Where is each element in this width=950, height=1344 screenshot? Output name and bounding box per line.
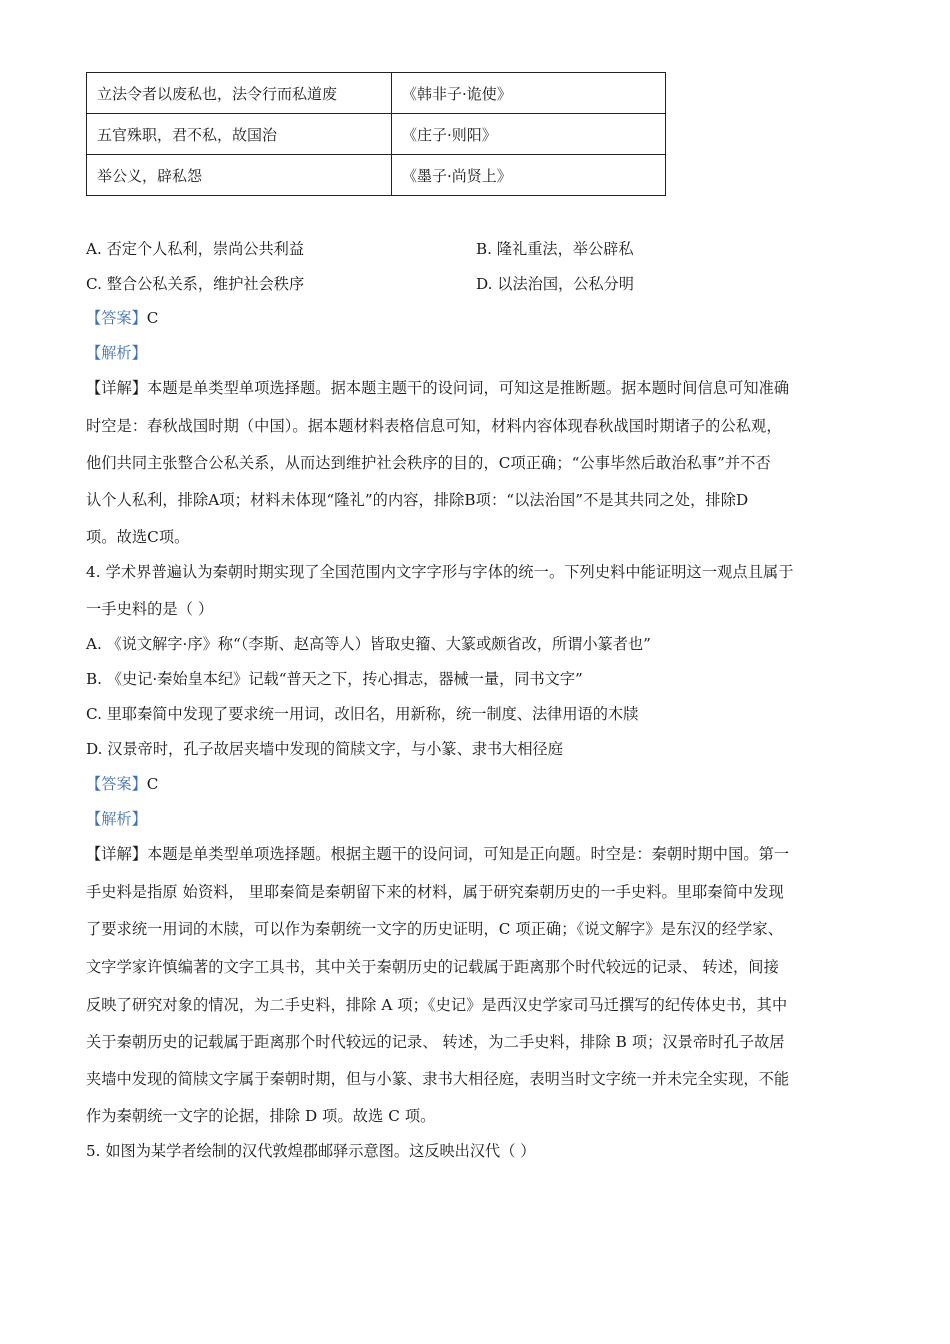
q4-detail-line: 关于秦朝历史的记载属于距离那个时代较远的记录、 转述，为二手史料，排除 B 项；汉景帝时孔子故居 (86, 1033, 785, 1051)
table-row (87, 73, 666, 114)
source-table (86, 72, 666, 196)
q4-stem-line: 一手史料的是（ ） (86, 600, 214, 618)
q3-detail-line: 【详解】本题是单类型单项选择题。据本题主题干的设问词，可知这是推断题。据本题时间信息可知准确 (86, 379, 790, 397)
q3-option-d: D. 以法治国，公私分明 (476, 275, 634, 293)
table-row (87, 114, 666, 155)
q4-answer-line (86, 774, 158, 794)
table-cell-text: 立法令者以废私也，法令行而私道废 (87, 73, 392, 114)
q4-option-c: C. 里耶秦简中发现了要求统一用词，改旧名，用新称，统一制度、法律用语的木牍 (86, 705, 639, 723)
table-row (87, 155, 666, 196)
table-cell-text: 五官殊职，君不私，故国治 (87, 114, 392, 155)
answer-tag: 【答案】 (86, 309, 147, 327)
q4-detail-line: 了要求统一用词的木牍，可以作为秦朝统一文字的历史证明，C 项正确；《说文解字》是东汉的经学家、 (86, 920, 783, 938)
table-cell-source: 《墨子·尚贤上》 (392, 155, 666, 196)
q4-option-b: B. 《史记·秦始皇本纪》记载“普天之下，抟心揖志，器械一量，同书文字” (86, 670, 583, 688)
q4-detail-line: 作为秦朝统一文字的论据，排除 D 项。故选 C 项。 (86, 1107, 436, 1125)
q5-stem: 5. 如图为某学者绘制的汉代敦煌郡邮驿示意图。这反映出汉代（ ） (86, 1142, 536, 1160)
q4-detail-line: 文字学家许慎编著的文字工具书，其中关于秦朝历史的记载属于距离那个时代较远的记录、 转述，间接 (86, 958, 779, 976)
q3-option-c: C. 整合公私关系，维护社会秩序 (86, 275, 305, 293)
q3-detail-line: 时空是：春秋战国时期（中国）。据本题材料表格信息可知，材料内容体现春秋战国时期诸子的公私观， (86, 417, 782, 435)
q4-option-d: D. 汉景帝时，孔子故居夹墙中发现的简牍文字，与小篆、隶书大相径庭 (86, 740, 563, 758)
answer-value: C (146, 309, 159, 327)
q4-analysis-tag: 【解析】 (86, 810, 147, 828)
q4-detail-line: 夹墙中发现的简牍文字属于秦朝时期，但与小篆、隶书大相径庭，表明当时文字统一并未完全实现，不能 (86, 1070, 790, 1088)
q3-analysis-tag: 【解析】 (86, 344, 147, 362)
q3-option-b: B. 隆礼重法，举公辟私 (476, 240, 634, 258)
q3-detail-line: 项。故选C项。 (86, 528, 190, 546)
q4-detail-line: 手史料是指原 始资料， 里耶秦简是秦朝留下来的材料，属于研究秦朝历史的一手史料。里耶秦简中发现 (86, 883, 784, 901)
q3-answer-line (86, 308, 158, 328)
q4-option-a: A. 《说文解字·序》称“（李斯、赵高等人）皆取史籀、大篆或颇省改，所谓小篆者也” (86, 635, 651, 653)
q4-stem-line: 4. 学术界普遍认为秦朝时期实现了全国范围内文字字形与字体的统一。下列史料中能证明这一观点且属于 (86, 563, 794, 581)
q3-option-a: A. 否定个人私利，崇尚公共利益 (86, 240, 305, 258)
answer-tag: 【答案】 (86, 775, 147, 793)
table-cell-source: 《庄子·则阳》 (392, 114, 666, 155)
q3-detail-line: 他们共同主张整合公私关系，从而达到维护社会秩序的目的，C项正确；“公事毕然后敢治私事”并不否 (86, 454, 771, 472)
q4-detail-line: 【详解】本题是单类型单项选择题。根据主题干的设问词，可知是正向题。时空是：秦朝时期中国。第一 (86, 845, 790, 863)
q4-detail-line: 反映了研究对象的情况，为二手史料，排除 A 项；《史记》是西汉史学家司马迁撰写的纪传体史书，其中 (86, 996, 788, 1014)
q3-detail-line: 认个人私利，排除A项；材料未体现“隆礼”的内容，排除B项：“以法治国”不是其共同之处，排除D (86, 491, 749, 509)
table-cell-text: 举公义，辟私怨 (87, 155, 392, 196)
table-cell-source: 《韩非子·诡使》 (392, 73, 666, 114)
answer-value: C (146, 775, 159, 793)
